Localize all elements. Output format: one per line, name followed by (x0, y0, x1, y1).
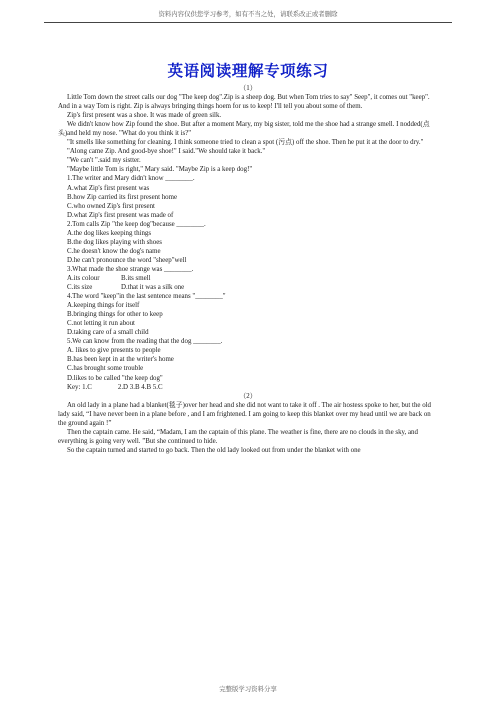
answer-option: C.he doesn't know the dog's name (67, 247, 161, 255)
answer-option: B.has been kept in at the writer's home (67, 356, 174, 364)
paragraph: "Maybe little Tom is right," Mary said. "Maybe Zip is a keep dog!" (67, 166, 253, 174)
paragraph: Then the captain came. He said, “Madam, I am the captain of this plane. The weather is fine, there are no clouds in the sky, and everything is going very well. ”But she continued to hide. (58, 428, 418, 445)
page-title: 英语阅读理解专项练习 (167, 62, 329, 80)
paragraph: Little Tom down the street calls our dog "The keep dog".Zip is a sheep dog. But when Tom tries to say" Seep", it comes out "keep". And in a way Tom is right. Zip is always bringing things hoem for us to keep! I'll tell you about some of them. (58, 94, 430, 111)
answer-option: D.that it was a silk one (121, 284, 185, 292)
paragraph: "We can't ".said my sistter. (67, 157, 141, 165)
passage-number: （2） (239, 392, 257, 400)
answer-option: B.how Zip carried its first present home (67, 193, 178, 201)
answer-option: C.has brought some trouble (67, 365, 144, 373)
question-stem: 3.What made the shoe strange was ________. (67, 265, 194, 273)
answer-option: D.taking care of a small child (67, 329, 149, 337)
answer-option: A. likes to give presents to people (67, 347, 161, 355)
paragraph: Zip's first present was a shoe. It was made of green silk. (67, 112, 222, 120)
paragraph: So the captain turned and started to go back. Then the old lady looked out from under the blanket with one (67, 446, 361, 454)
paragraph: "It smells like something for cleaning. I think someone tried to clean a spot (污点) off the shoe. Then he put it at the door to dry." (67, 139, 424, 147)
document-body (58, 84, 438, 455)
question-stem: 1.The writer and Mary didn't know ________. (67, 175, 195, 183)
answer-option: A.keeping things for itself (67, 302, 140, 310)
answer-option: D.what Zip's first present was made of (67, 211, 174, 219)
answer-option-row (58, 283, 438, 292)
page-footer-note: 完整版学习资料分享 (219, 685, 277, 693)
header-divider (44, 22, 452, 23)
paragraph: "Along came Zip. And good-bye shoe!" I said."We should take it back." (67, 148, 266, 156)
answer-option: C.who owned Zip's first present (67, 202, 155, 210)
answer-key (58, 383, 438, 392)
question-stem: 4.The word "keep"in the last sentence means "________" (67, 293, 226, 301)
paragraph: We didn't know how Zip found the shoe. But after a moment Mary, my big sister, told me the shoe had a strange smell. I nodded(点头)and held my nose. "What do you think it is?" (58, 121, 430, 138)
passage-number: （1） (239, 85, 257, 92)
answer-option: D.he can't pronounce the word "sheep"well (67, 256, 187, 264)
answer-option: C.not letting it run about (67, 320, 135, 328)
answer-option: A.the dog likes keeping things (67, 229, 152, 237)
answer-key-item: Key: 1.C (67, 383, 92, 391)
answer-option: A.what Zip's first present was (67, 184, 150, 192)
answer-option: B.the dog likes playing with shoes (67, 238, 162, 246)
question-stem: 5.We can know from the reading that the dog ________. (67, 338, 223, 346)
paragraph: An old lady in a plane had a blanket(毯子)over her head and she did not want to take it off . The air hostess spoke to her, but the old lady said, “I have never been in a plane before , and I am frightened. I am going to keep this blanket over my head until we are back on the ground again !” (58, 401, 432, 427)
answer-option: D.likes to be called "the keep dog" (67, 374, 163, 382)
answer-key-item: 2.D (117, 383, 129, 391)
answer-option: A.its colour (67, 274, 100, 282)
question-stem: 2.Tom calls Zip "the keep dog"because ________. (67, 220, 206, 228)
answer-option: B.bringing things for other to keep (67, 311, 163, 319)
answer-option-row (58, 274, 438, 283)
answer-key-item: 3.B (129, 383, 140, 391)
answer-key-item: 5.C (152, 383, 163, 391)
answer-option: C.its size (67, 284, 93, 292)
page-header-note: 资料内容仅供您学习参考，如有不当之处，请联系改正或者删除 (158, 10, 338, 18)
answer-key-item: 4.B (141, 383, 152, 391)
answer-option: B.its smell (121, 274, 151, 282)
